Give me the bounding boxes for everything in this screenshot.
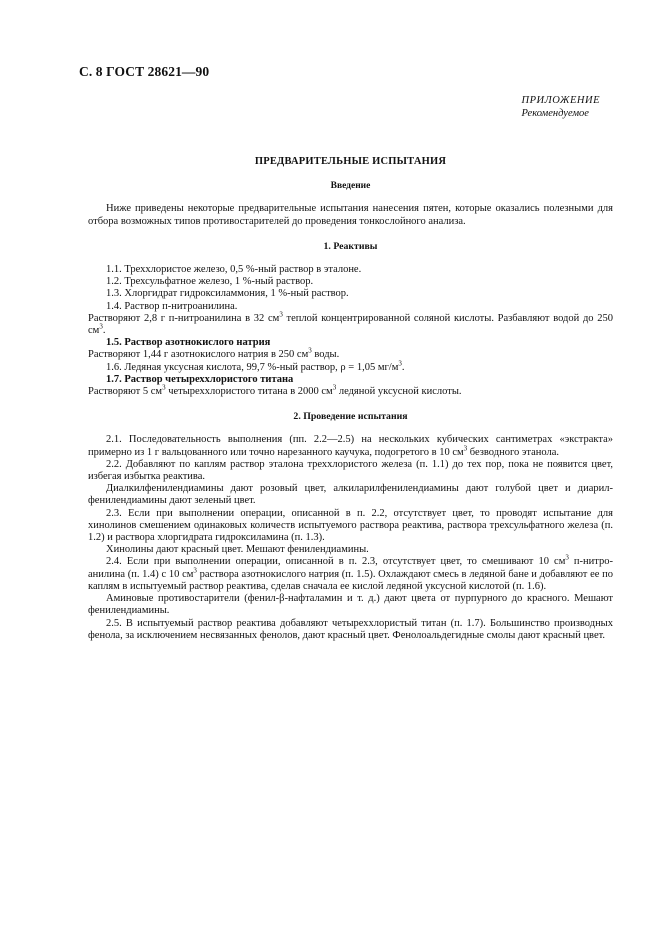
item-1-7-body: Растворяют 5 $см^3$ четыреххлористого титана в 2000 $см^3$ ледяной уксусной кислоты. [88, 383, 462, 398]
item-1-3: 1.3. Хлоргидрат гидроксиламмония, 1 %-ный раствор. [106, 288, 349, 300]
intro-heading: Введение [330, 181, 371, 192]
appendix-label [522, 94, 601, 120]
document-body [88, 150, 613, 642]
item-1-5-body: Растворяют 1,44 г азотнокислого натрия в 250 $см^3$ воды. [88, 346, 340, 361]
paragraph-2-1: 2.1. Последовательность выполнения (пп. 2.2—2.5) на нескольких кубических сантиметрах «экстракта» примерно из 1 г вальцованного или точно нарезанного каучука, подогретого в 10 $см^3$ безводного этанола. [88, 434, 613, 458]
paragraph-2-3-note: Хинолины дают красный цвет. Мешают фенилендиамины. [106, 544, 369, 556]
paragraph-2-2-note: Диалкилфенилендиамины дают розовый цвет, алкиларилфенилендиамины дают голубой цвет и диарил-фенилендиамины дают зеленый цвет. [88, 483, 613, 507]
main-title: ПРЕДВАРИТЕЛЬНЫЕ ИСПЫТАНИЯ [254, 156, 447, 167]
section-1-heading: 1. Реактивы [323, 240, 378, 252]
paragraph-2-5: 2.5. В испытуемый раствор реактива добавляют четыреххлористый титан (п. 1.7). Большинство производных фенола, за исключением несвязанных фенолов, дают красный цвет. Фенолоальдегидные смолы дают красный цвет. [88, 617, 613, 641]
paragraph-2-4-note: Аминовые противостарители (фенил-β-нафталамин и т. д.) дают цвета от пурпурного до красного. Мешают фенилендиамины. [88, 593, 613, 617]
page-header: С. 8 ГОСТ 28621—90 [79, 64, 210, 79]
item-1-2: 1.2. Трехсульфатное железо, 1 %-ный раствор. [106, 276, 314, 288]
item-1-7-heading: 1.7. Раствор четыреххлористого титана [106, 373, 294, 385]
appendix-subtitle: Рекомендуемое [521, 108, 589, 119]
item-1-5-heading: 1.5. Раствор азотнокислого натрия [106, 337, 271, 349]
section-2-heading: 2. Проведение испытания [293, 411, 408, 423]
intro-paragraph: Ниже приведены некоторые предварительные испытания нанесения пятен, которые оказались полезными для отбора возможных типов противостарителей до проведения тонкослойного анализа. [88, 203, 613, 227]
item-1-4: 1.4. Раствор п-нитроанилина. [106, 300, 238, 312]
item-1-4-body: Растворяют 2,8 г п-нитроанилина в 32 $см^3$ теплой концентрированной соляной кислоты. Разбавляют водой до 250 $см^3$. [88, 310, 614, 337]
appendix-title: ПРИЛОЖЕНИЕ [521, 95, 600, 106]
item-1-6: 1.6. Ледяная уксусная кислота, 99,7 %-ный раствор, ρ = 1,05 $мг/м^3$. [106, 359, 405, 373]
paragraph-2-2: 2.2. Добавляют по каплям раствор эталона треххлористого железа (п. 1.1) до тех пор, пока не появится цвет, избегая избытка реактива. [88, 458, 613, 483]
paragraph-2-4: 2.4. Если при выполнении операции, описанной в п. 2.3, отсутствует цвет, то смешивают 10 $см^3$ п-нитро-анилина (п. 1.4) с 10 $см^3$ раствора азотнокислого натрия (п. 1.5). Охлаждают смесь в ледяной бане и добавляют ее по каплям в испытуемый раствор реактива, сделав сначала ее кислой ледяной уксусной кислотой (п. 1.6). [88, 553, 613, 592]
paragraph-2-3: 2.3. Если при выполнении операции, описанной в п. 2.2, отсутствует цвет, то проводят испытание для хинолинов смешением одинаковых количеств испытуемого раствора реактива, раствора трехсульфатного железа (п. 1.2) и раствора хлоргидрата гидроксиламина (п. 1.3). [88, 507, 613, 544]
item-1-1: 1.1. Треххлористое железо, 0,5 %-ный раствор в эталоне. [106, 264, 362, 276]
